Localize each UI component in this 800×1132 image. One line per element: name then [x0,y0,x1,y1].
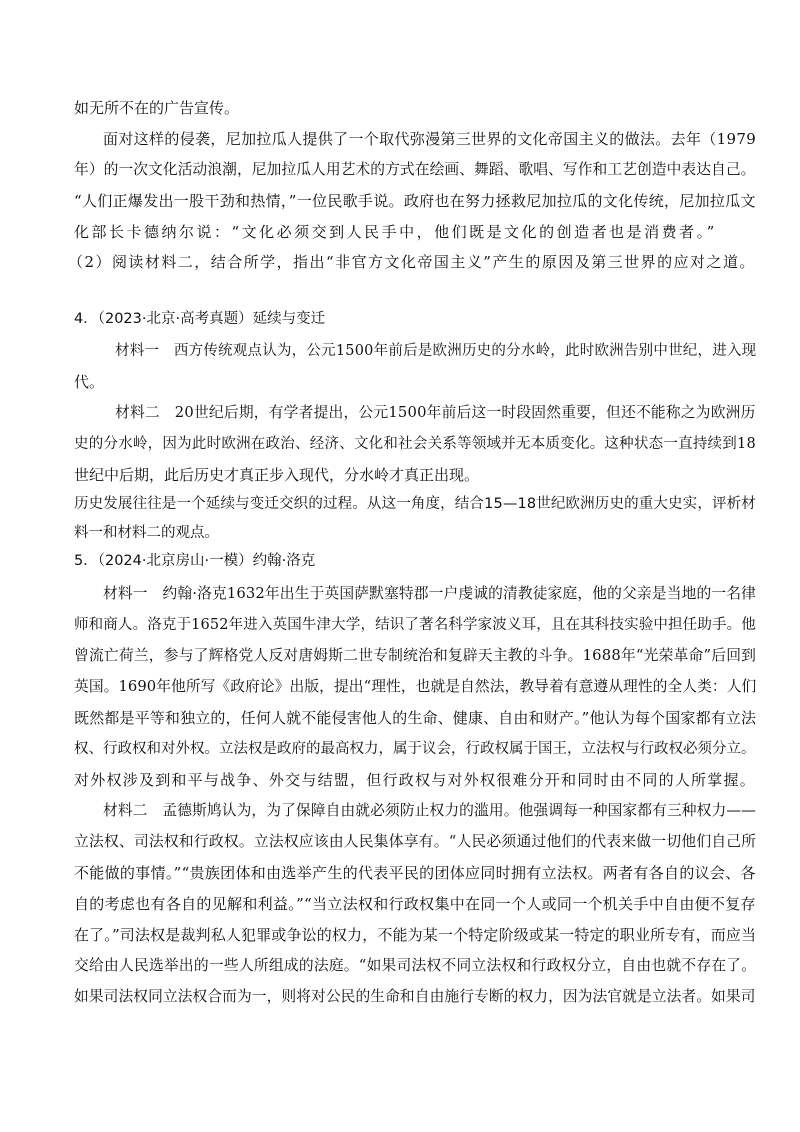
text-line: 自的考虑也有各自的见解和利益。”“当立法权和行政权集中在同一个人或同一个机关手中自由便不复存 [74,895,756,913]
text-line: 史的分水岭，因为此时欧洲在政治、经济、文化和社会关系等领域并无本质变化。这种状态一直持续到18 [74,436,756,452]
text-line: 面对这样的侵袭，尼加拉瓜人提供了一个取代弥漫第三世界的文化帝国主义的做法。去年（1979 [103,130,757,148]
text-line: 材料一 约翰·洛克1632年出生于英国萨默塞特郡一户虔诚的清教徒家庭，他的父亲是当地的一名律 [103,585,756,602]
text-line: 英国。1690年他所写《政府论》出版，提出“理性，也就是自然法，教导着有意遵从理性的全人类：人们 [74,678,757,695]
text-line: 材料二 20世纪后期，有学者提出，公元1500年前后这一时段固然重要，但还不能称之为欧洲历 [115,404,756,421]
question-heading: 4．（2023·北京·高考真题）延续与变迁 [74,311,326,327]
question-prompt: 料一和材料二的观点。 [74,525,219,541]
text-line: 师和商人。洛克于1652年进入英国牛津大学，结识了著名科学家波义耳，且在其科技实验中担任助手。他 [74,617,756,633]
question-prompt: （2）阅读材料二，结合所学，指出“非官方文化帝国主义”产生的原因及第三世界的应对之道。 [68,253,756,271]
text-line: 如无所不在的广告宣传。 [74,99,240,117]
text-line: “人们正爆发出一股干劲和热情，”一位民歌手说。政府也在努力拯救尼加拉瓜的文化传统，尼加拉瓜文 [74,192,756,210]
text-line: 在了。”司法权是裁判私人犯罪或争讼的权力，不能为某一个特定阶级或某一特定的职业所专有，而应当 [74,926,757,944]
text-line: 世纪中后期，此后历史才真正步入现代，分水岭才真正出现。 [74,466,480,484]
text-line: 交给由人民选举出的一些人所组成的法庭。“如果司法权不同立法权和行政权分立，自由也就不存在了。 [74,957,757,974]
text-line: 材料二 孟德斯鸠认为，为了保障自由就必须防止权力的滥用。他强调每一种国家都有三种权力—— [103,802,756,819]
text-line: 不能做的事情。”“贵族团体和由选举产生的代表平民的团体应同时拥有立法权。两者有各自的议会、各 [74,864,756,882]
text-line: 既然都是平等和独立的，任何人就不能侵害他人的生命、健康、自由和财产。”他认为每个国家都有立法 [74,709,757,727]
text-line: 如果司法权同立法权合而为一，则将对公民的生命和自由施行专断的权力，因为法官就是立法者。如果司 [74,988,756,1005]
question-prompt: 历史发展往往是一个延续与变迁交织的过程。从这一角度，结合15—18世纪欧洲历史的重大史实，评析材 [74,496,756,512]
text-line: 权、行政权和对外权。立法权是政府的最高权力，属于议会，行政权属于国王，立法权与行政权必须分立。 [74,741,756,757]
text-line: 立法权、司法权和行政权。立法权应该由人民集体享有。“人民必须通过他们的代表来做一切他们自己所 [74,833,757,850]
text-line: 曾流亡荷兰，参与了辉格党人反对唐姆斯二世专制统治和复辟天主教的斗争。1688年“光荣革命”后回到 [74,647,757,664]
text-line: 年）的一次文化活动浪潮，尼加拉瓜人用艺术的方式在绘画、舞蹈、歌唱、写作和工艺创造中表达自己。 [74,161,756,178]
question-heading: 5．（2024·北京房山·一模）约翰·洛克 [74,553,316,569]
text-line: 化部长卡德纳尔说：“文化必须交到人民手中，他们既是文化的创造者也是消费者。” [74,223,717,241]
text-line: 代。 [74,373,105,391]
text-line: 材料一 西方传统观点认为，公元1500年前后是欧洲历史的分水岭，此时欧洲告别中世纪，进入现 [115,343,757,359]
text-line: 对外权涉及到和平与战争、外交与结盟，但行政权与对外权很难分开和同时由不同的人所掌握。 [74,771,757,789]
